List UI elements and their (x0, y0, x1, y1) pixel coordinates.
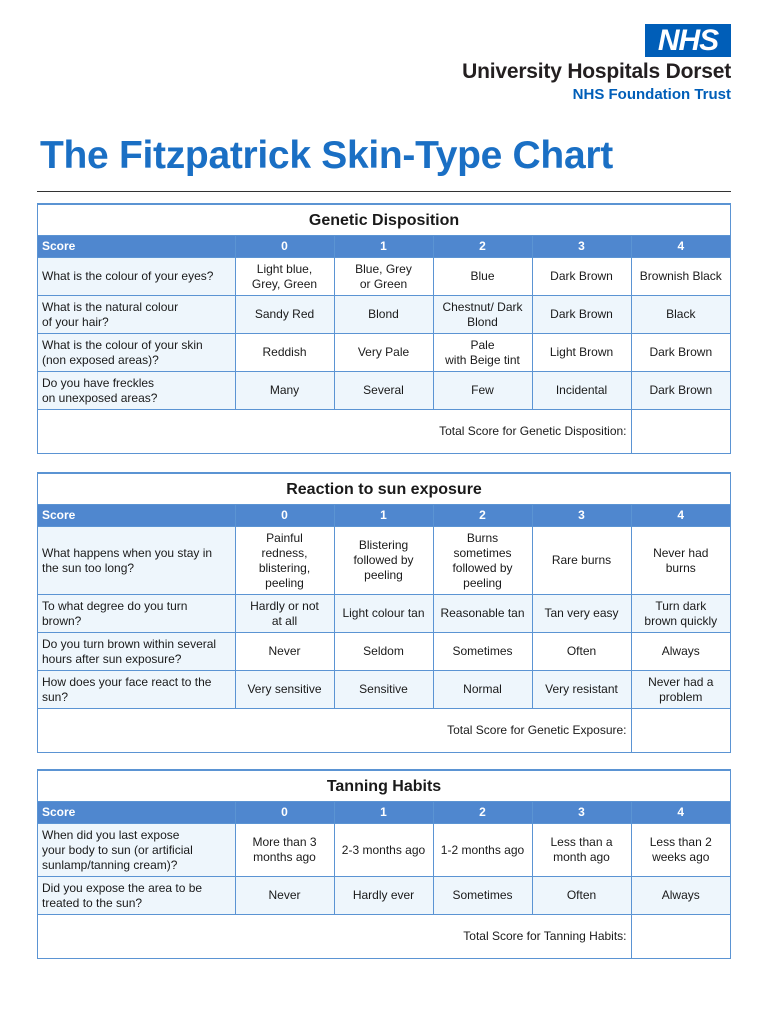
table-row (38, 527, 730, 595)
total-score-field[interactable] (631, 709, 730, 752)
score-value: 4 (631, 802, 730, 824)
answer-cell: Never (235, 633, 334, 671)
score-label: Score (38, 505, 235, 527)
answer-cell: Rare burns (532, 527, 631, 595)
score-value: 3 (532, 505, 631, 527)
answer-cell: Light blue, Grey, Green (235, 258, 334, 296)
answer-cell: Normal (433, 671, 532, 709)
answer-cell: Many (235, 372, 334, 410)
answer-cell: Hardly ever (334, 877, 433, 915)
title-divider (37, 191, 731, 192)
answer-cell: Blond (334, 296, 433, 334)
score-value: 4 (631, 236, 730, 258)
answer-cell: Chestnut/ Dark Blond (433, 296, 532, 334)
score-value: 3 (532, 236, 631, 258)
question-cell: Do you turn brown within several hours after sun exposure? (38, 633, 235, 671)
score-value: 4 (631, 505, 730, 527)
score-label: Score (38, 802, 235, 824)
answer-cell: Dark Brown (532, 296, 631, 334)
answer-cell: Blue, Grey or Green (334, 258, 433, 296)
table-row (38, 877, 730, 915)
question-cell: To what degree do you turn brown? (38, 595, 235, 633)
section-3 (37, 769, 731, 959)
organisation-subtitle: NHS Foundation Trust (572, 86, 731, 103)
section-table (38, 204, 730, 453)
table-row (38, 334, 730, 372)
answer-cell: Hardly or not at all (235, 595, 334, 633)
total-score-label: Total Score for Genetic Disposition: (38, 410, 631, 453)
score-value: 1 (334, 236, 433, 258)
score-value: 0 (235, 802, 334, 824)
score-header-row (38, 236, 730, 258)
question-cell: How does your face react to the sun? (38, 671, 235, 709)
answer-cell: Never (235, 877, 334, 915)
answer-cell: Very sensitive (235, 671, 334, 709)
table-row (38, 671, 730, 709)
section-table (38, 473, 730, 752)
answer-cell: Very resistant (532, 671, 631, 709)
table-row (38, 633, 730, 671)
score-value: 0 (235, 236, 334, 258)
answer-cell: Blistering followed by peeling (334, 527, 433, 595)
total-row (38, 709, 730, 752)
answer-cell: Pale with Beige tint (433, 334, 532, 372)
answer-cell: Often (532, 877, 631, 915)
answer-cell: Incidental (532, 372, 631, 410)
table-row (38, 296, 730, 334)
score-value: 0 (235, 505, 334, 527)
table-row (38, 372, 730, 410)
answer-cell: Less than a month ago (532, 824, 631, 877)
question-cell: Did you expose the area to be treated to the sun? (38, 877, 235, 915)
score-label: Score (38, 236, 235, 258)
organisation-name: University Hospitals Dorset (462, 60, 731, 83)
score-value: 2 (433, 802, 532, 824)
answer-cell: Dark Brown (532, 258, 631, 296)
score-value: 3 (532, 802, 631, 824)
answer-cell: Seldom (334, 633, 433, 671)
table-row (38, 595, 730, 633)
score-value: 2 (433, 236, 532, 258)
question-cell: When did you last expose your body to sun (or artificial sunlamp/tanning cream)? (38, 824, 235, 877)
answer-cell: Light colour tan (334, 595, 433, 633)
answer-cell: Light Brown (532, 334, 631, 372)
section-title: Genetic Disposition (38, 205, 730, 236)
answer-cell: Brownish Black (631, 258, 730, 296)
section-title: Tanning Habits (38, 771, 730, 802)
answer-cell: Dark Brown (631, 334, 730, 372)
answer-cell: Very Pale (334, 334, 433, 372)
total-row (38, 915, 730, 958)
total-score-label: Total Score for Tanning Habits: (38, 915, 631, 958)
answer-cell: 1-2 months ago (433, 824, 532, 877)
answer-cell: Never had a problem (631, 671, 730, 709)
answer-cell: Few (433, 372, 532, 410)
score-header-row (38, 505, 730, 527)
answer-cell: 2-3 months ago (334, 824, 433, 877)
answer-cell: Sometimes (433, 877, 532, 915)
answer-cell: Never had burns (631, 527, 730, 595)
answer-cell: Always (631, 877, 730, 915)
answer-cell: Often (532, 633, 631, 671)
answer-cell: Dark Brown (631, 372, 730, 410)
section-table (38, 770, 730, 958)
answer-cell: Burns sometimes followed by peeling (433, 527, 532, 595)
answer-cell: Black (631, 296, 730, 334)
score-value: 1 (334, 505, 433, 527)
total-score-label: Total Score for Genetic Exposure: (38, 709, 631, 752)
question-cell: What happens when you stay in the sun too long? (38, 527, 235, 595)
nhs-logo: NHS (645, 24, 731, 57)
total-score-field[interactable] (631, 410, 730, 453)
answer-cell: Sensitive (334, 671, 433, 709)
answer-cell: Sandy Red (235, 296, 334, 334)
table-row (38, 824, 730, 877)
total-row (38, 410, 730, 453)
score-value: 2 (433, 505, 532, 527)
question-cell: What is the colour of your skin (non exposed areas)? (38, 334, 235, 372)
score-value: 1 (334, 802, 433, 824)
answer-cell: Sometimes (433, 633, 532, 671)
total-score-field[interactable] (631, 915, 730, 958)
answer-cell: Painful redness, blistering, peeling (235, 527, 334, 595)
section-2 (37, 472, 731, 753)
answer-cell: Turn dark brown quickly (631, 595, 730, 633)
score-header-row (38, 802, 730, 824)
answer-cell: Blue (433, 258, 532, 296)
answer-cell: Reddish (235, 334, 334, 372)
question-cell: What is the natural colour of your hair? (38, 296, 235, 334)
answer-cell: More than 3 months ago (235, 824, 334, 877)
answer-cell: Always (631, 633, 730, 671)
section-title: Reaction to sun exposure (38, 474, 730, 505)
page-title: The Fitzpatrick Skin-Type Chart (40, 134, 613, 177)
question-cell: What is the colour of your eyes? (38, 258, 235, 296)
answer-cell: Reasonable tan (433, 595, 532, 633)
answer-cell: Less than 2 weeks ago (631, 824, 730, 877)
section-1 (37, 203, 731, 454)
question-cell: Do you have freckles on unexposed areas? (38, 372, 235, 410)
answer-cell: Tan very easy (532, 595, 631, 633)
table-row (38, 258, 730, 296)
answer-cell: Several (334, 372, 433, 410)
